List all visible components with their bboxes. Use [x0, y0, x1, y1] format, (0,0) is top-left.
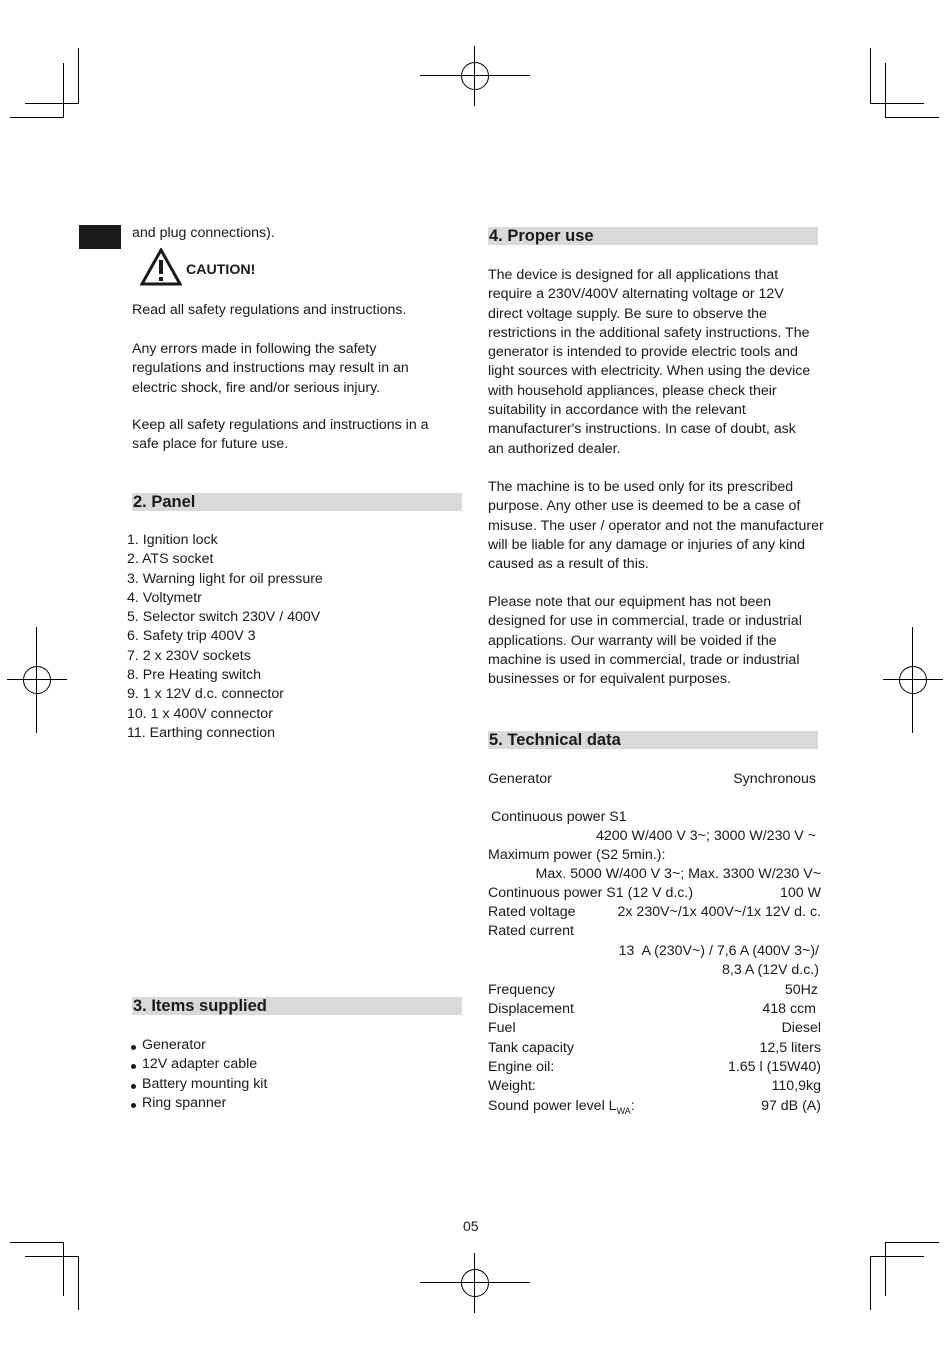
- bullet-icon: [131, 1084, 136, 1089]
- proper-use-paragraph-3: Please note that our equipment has not been designed for use in commercial, trade or industrial applications. Our warranty will be voided if the machine is used in commercial, trade or industrial businesses or for equivalent purposes.: [488, 594, 802, 688]
- registration-mark-left: [17, 660, 57, 700]
- spec-row-fuel: Fuel Diesel: [488, 1020, 821, 1036]
- spec-maximum-label: Maximum power (S2 5min.):: [488, 847, 666, 863]
- panel-list: [127, 531, 457, 743]
- list-item: Generator: [131, 1036, 451, 1055]
- technical-data-heading: 5. Technical data: [488, 731, 818, 749]
- spec-rated-voltage: Rated voltage 2x 230V~/1x 400V~/1x 12V d. c.: [488, 904, 821, 920]
- list-item: 12V adapter cable: [131, 1055, 451, 1074]
- spec-row-tank-capacity: Tank capacity 12,5 liters: [488, 1040, 821, 1056]
- list-item: Ring spanner: [131, 1094, 451, 1113]
- warning-triangle-icon: [140, 248, 182, 286]
- list-item: 2. ATS socket: [127, 551, 214, 568]
- list-item: 5. Selector switch 230V / 400V: [127, 609, 321, 626]
- spec-row-frequency: Frequency 50Hz: [488, 982, 818, 998]
- bullet-icon: [131, 1064, 136, 1069]
- spec-rated-current-value-1: 13 A (230V~) / 7,6 A (400V 3~)/: [618, 943, 819, 959]
- spec-row-engine-oil: Engine oil: 1.65 l (15W40): [488, 1059, 821, 1075]
- caution-paragraph-2: Any errors made in following the safety regulations and instructions may result in an electric shock, fire and/or serious injury.: [132, 341, 409, 396]
- spec-continuous12: Continuous power S1 (12 V d.c.) 100 W: [488, 885, 821, 901]
- caution-label: CAUTION!: [186, 262, 256, 278]
- spec-continuous-label: Continuous power S1: [491, 809, 627, 825]
- list-item: 8. Pre Heating switch: [127, 667, 262, 684]
- list-item: 11. Earthing connection: [127, 724, 276, 741]
- chapter-tab: [79, 225, 121, 249]
- spec-row-generator: Generator Synchronous: [488, 771, 816, 787]
- registration-mark-bottom: [455, 1263, 495, 1303]
- spec-row-displacement: Displacement 418 ccm: [488, 1001, 816, 1017]
- proper-use-heading: 4. Proper use: [488, 227, 818, 245]
- items-supplied-heading: 3. Items supplied: [132, 997, 462, 1015]
- spec-row-weight: Weight: 110,9kg: [488, 1078, 821, 1094]
- list-item: 1. Ignition lock: [127, 532, 218, 548]
- list-item: 7. 2 x 230V sockets: [127, 647, 251, 664]
- list-item: 4. Voltymetr: [127, 589, 202, 606]
- list-item: 6. Safety trip 400V 3: [127, 628, 256, 645]
- registration-mark-top: [455, 56, 495, 96]
- panel-heading: 2. Panel: [132, 493, 462, 511]
- spec-row-sound-power: Sound power level $L_{WA}$: 97 dB (A): [488, 1098, 821, 1116]
- caution-paragraph-3: Keep all safety regulations and instructions in a safe place for future use.: [132, 417, 429, 453]
- intro-fragment: and plug connections).: [132, 225, 275, 241]
- list-item: 3. Warning light for oil pressure: [127, 570, 323, 587]
- proper-use-paragraph-2: The machine is to be used only for its prescribed purpose. Any other use is deemed to be a case of misuse. The user / operator and not the manufacturer will be liable for any damage or injuries of any kind caused as a result of this.: [488, 479, 824, 573]
- list-item: 10. 1 x 400V connector: [127, 705, 273, 722]
- list-item: Battery mounting kit: [131, 1075, 451, 1094]
- bullet-icon: [131, 1103, 136, 1108]
- proper-use-paragraph-1: The device is designed for all applications that require a 230V/400V alternating voltage or 12V direct voltage supply. Be sure to observe the restrictions in the additional safety instructions. The generator is intended to provide electric tools and light sources with electricity. When using the device with household appliances, please check their suitability in accordance with the relevant manufacturer's instructions. In case of doubt, ask an authorized dealer.: [488, 267, 811, 457]
- spec-continuous-value: 4200 W/400 V 3~; 3000 W/230 V ~: [595, 828, 816, 844]
- page-number: 05: [463, 1218, 479, 1234]
- spec-maximum-value: Max. 5000 W/400 V 3~; Max. 3300 W/230 V~: [535, 866, 821, 882]
- items-supplied-list: [131, 1036, 451, 1113]
- registration-mark-right: [893, 660, 933, 700]
- bullet-icon: [131, 1045, 136, 1050]
- list-item: 9. 1 x 12V d.c. connector: [127, 686, 284, 703]
- caution-paragraph-1: Read all safety regulations and instructions.: [132, 302, 407, 318]
- spec-rated-current-value-2: 8,3 A (12V d.c.): [721, 962, 819, 978]
- spec-rated-current-label: Rated current: [488, 923, 574, 939]
